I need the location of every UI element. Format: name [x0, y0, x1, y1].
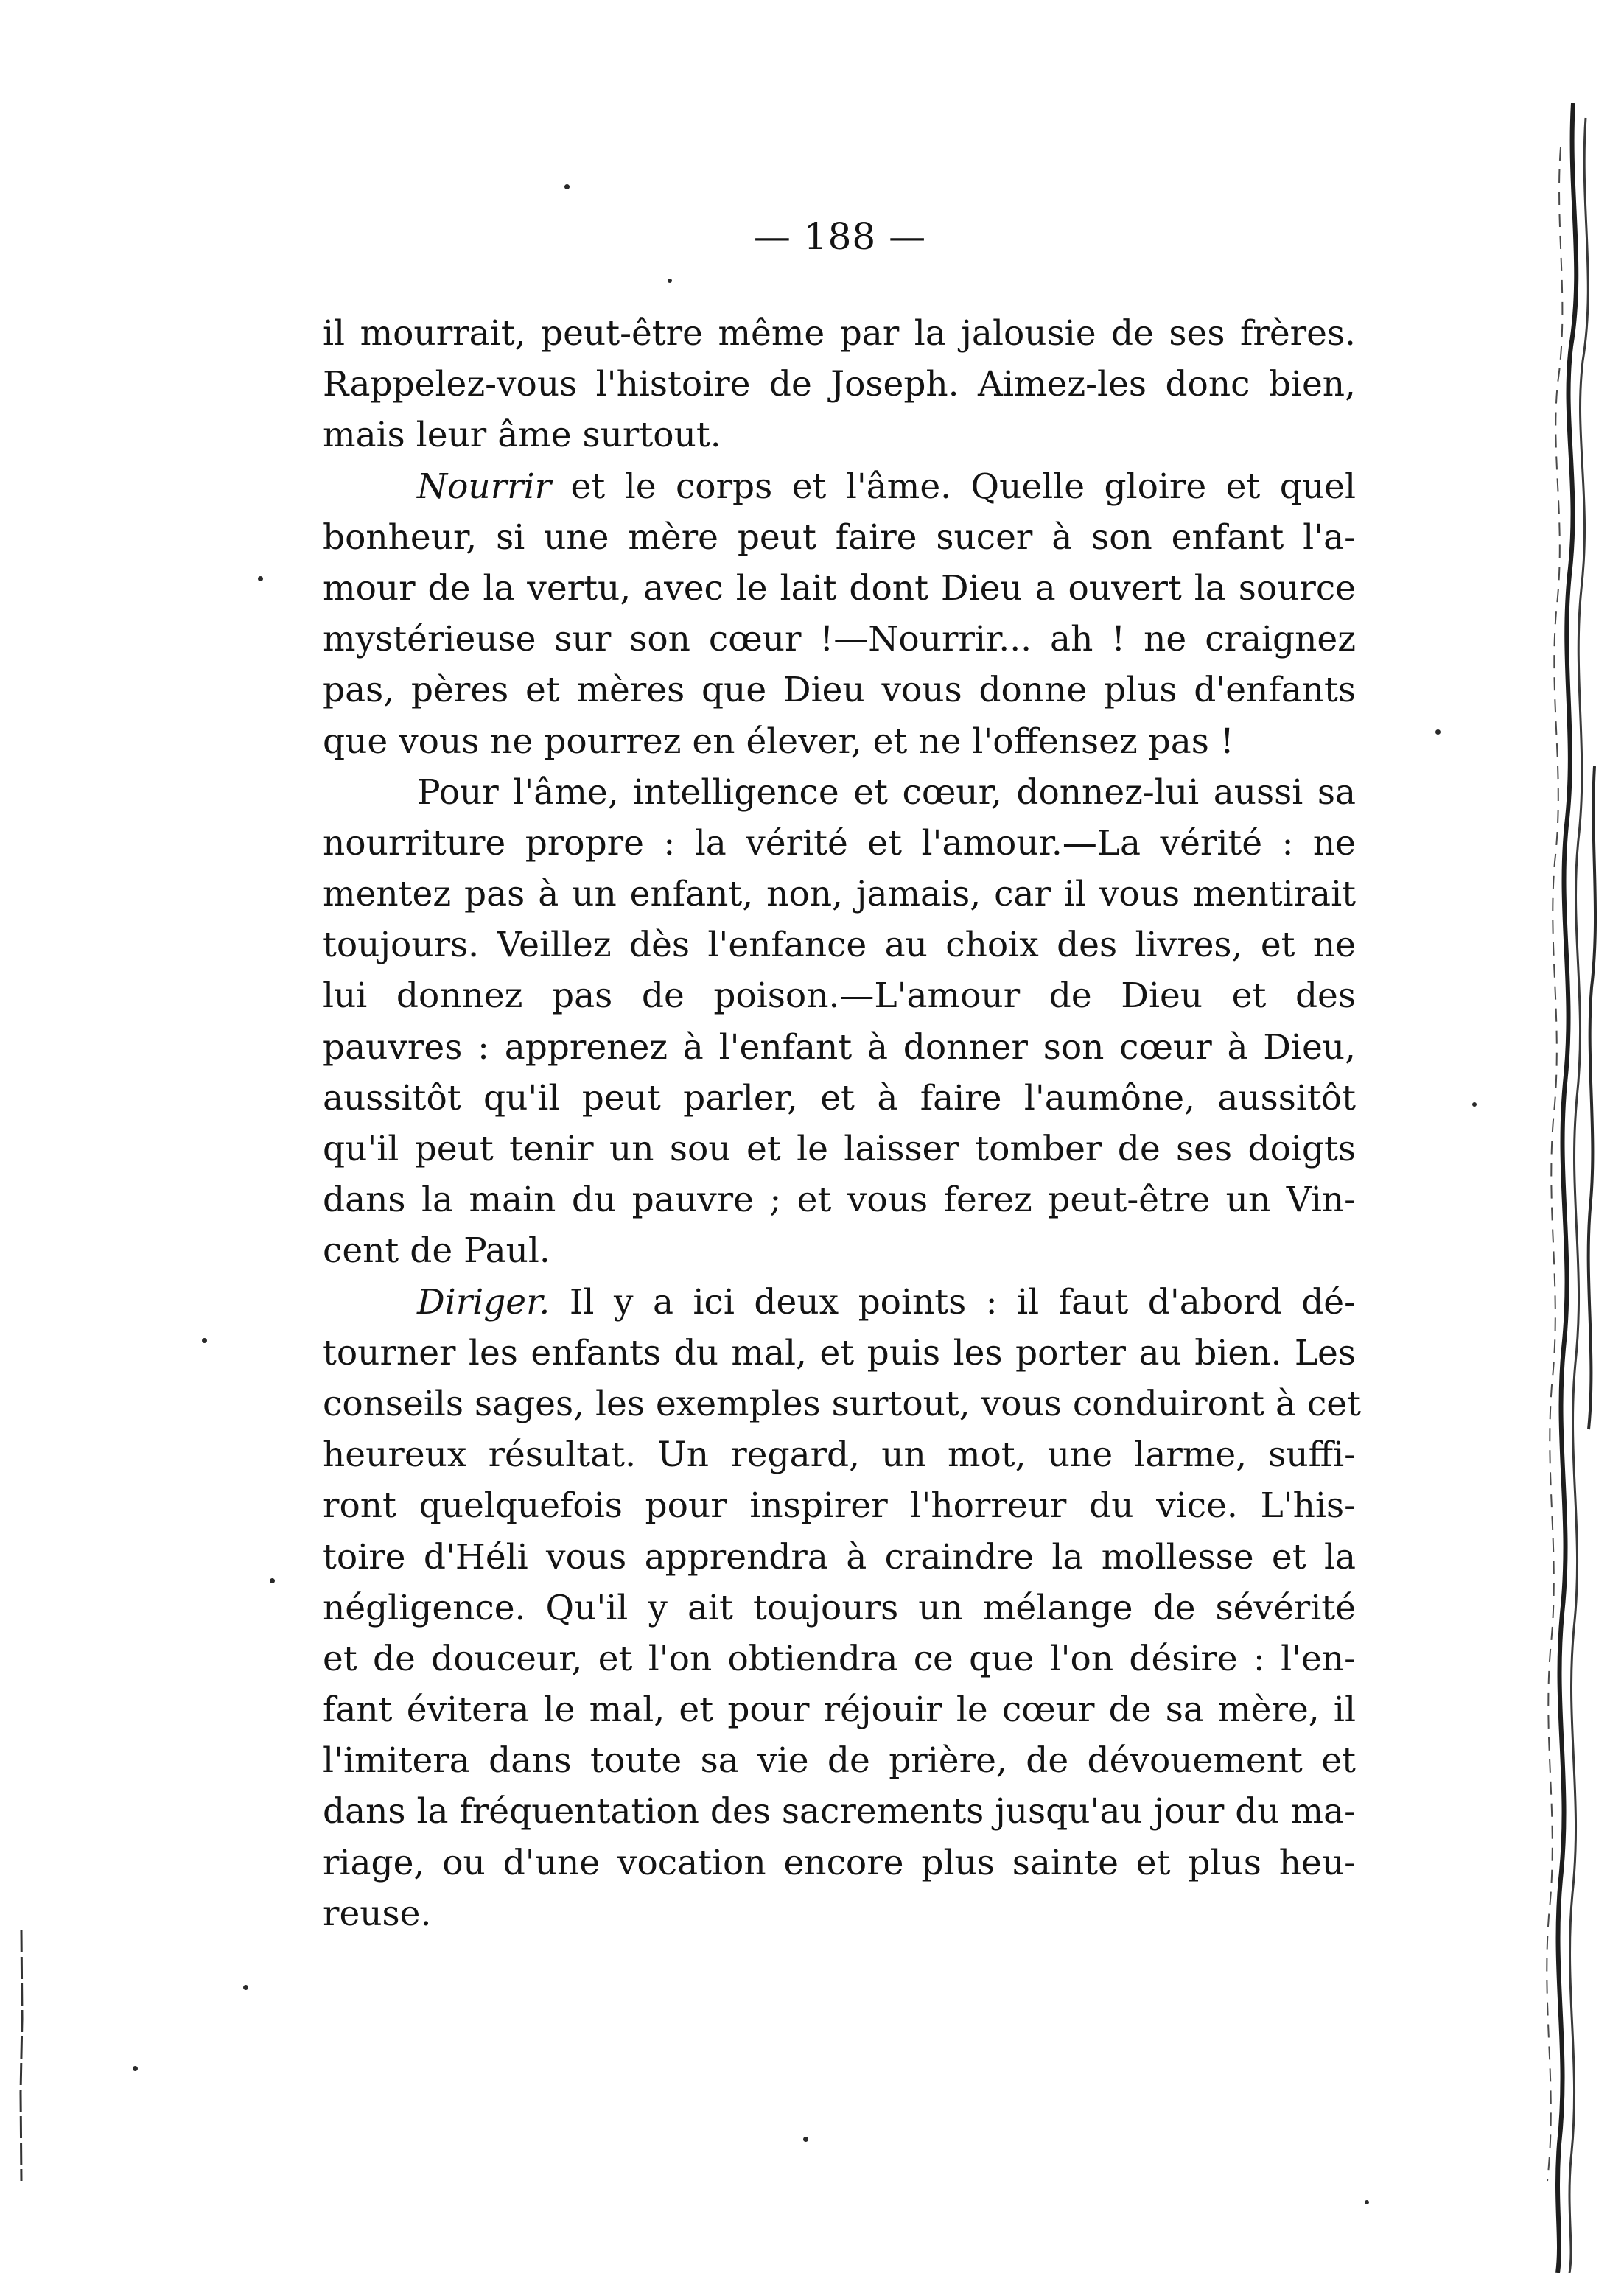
- scan-margin-rule: [18, 1930, 25, 2181]
- text-line: tourner les enfants du mal, et puis les porter au bien. Les: [323, 1332, 1356, 1373]
- body-text: [323, 308, 1361, 1939]
- text-line: toujours. Veillez dès l'enfance au choix des livres, et ne: [323, 925, 1356, 966]
- text-line: nourriture propre : la vérité et l'amour.—La vérité : ne: [323, 822, 1356, 864]
- text-line: mentez pas à un enfant, non, jamais, car il vous mentirait: [323, 874, 1356, 915]
- section-keyword: Nourrir: [417, 466, 552, 507]
- text-line: Pour l'âme, intelligence et cœur, donnez-lui aussi sa: [417, 771, 1356, 813]
- text-line: mais leur âme surtout.: [323, 415, 721, 456]
- scan-speck: [1435, 729, 1441, 735]
- text-line: toire d'Héli vous apprendra à craindre la mollesse et la: [323, 1536, 1356, 1577]
- text-line: l'imitera dans toute sa vie de prière, de dévouement et: [323, 1740, 1356, 1782]
- scan-speck: [668, 279, 672, 283]
- text-line: et de douceur, et l'on obtiendra ce que l'on désire : l'en-: [323, 1638, 1356, 1679]
- text-line: aussitôt qu'il peut parler, et à faire l'aumône, aussitôt: [323, 1077, 1356, 1118]
- scan-speck: [803, 2137, 808, 2142]
- text-line: lui donnez pas de poison.—L'amour de Dieu et des: [323, 976, 1356, 1017]
- text-line: qu'il peut tenir un sou et le laisser tomber de ses doigts: [323, 1129, 1356, 1169]
- text-line: que vous ne pourrez en élever, et ne l'offensez pas !: [323, 721, 1234, 762]
- text-line: dans la fréquentation des sacrements jusqu'au jour du ma-: [323, 1791, 1356, 1832]
- text-line: [323, 461, 1356, 512]
- text-line: ront quelquefois pour inspirer l'horreur du vice. L'his-: [323, 1485, 1356, 1527]
- text-line: [323, 1277, 1356, 1328]
- text-line: reuse.: [323, 1893, 432, 1934]
- scan-speck: [1472, 1102, 1477, 1107]
- text-line: fant évitera le mal, et pour réjouir le cœur de sa mère, il: [323, 1689, 1356, 1731]
- text-line: conseils sages, les exemples surtout, vous conduiront à cet: [323, 1383, 1361, 1424]
- scan-speck: [564, 184, 570, 189]
- scan-speck: [243, 1985, 248, 1990]
- text-line: bonheur, si une mère peut faire sucer à son enfant l'a-: [323, 516, 1356, 558]
- scan-edge-shadow: [1503, 103, 1614, 2273]
- text-run: et le corps et l'âme. Quelle gloire et quel: [551, 466, 1356, 507]
- text-line: dans la main du pauvre ; et vous ferez peut-être un Vin-: [323, 1180, 1356, 1221]
- text-run: Il y a ici deux points : il faut d'abord dé-: [550, 1281, 1356, 1323]
- scan-speck: [202, 1338, 207, 1343]
- text-line: négligence. Qu'il y ait toujours un mélange de sévérité: [323, 1587, 1356, 1628]
- text-line: riage, ou d'une vocation encore plus sainte et plus heu-: [323, 1842, 1356, 1883]
- text-line: il mourrait, peut-être même par la jalousie de ses frères.: [323, 313, 1356, 354]
- text-line: mour de la vertu, avec le lait dont Dieu a ouvert la source: [323, 567, 1356, 609]
- scan-speck: [133, 2066, 138, 2071]
- text-line: pauvres : apprenez à l'enfant à donner son cœur à Dieu,: [323, 1026, 1356, 1068]
- text-line: mystérieuse sur son cœur !—Nourrir... ah ! ne craignez: [323, 619, 1356, 660]
- text-line: cent de Paul.: [323, 1230, 550, 1272]
- scan-speck: [258, 576, 263, 581]
- text-line: pas, pères et mères que Dieu vous donne plus d'enfants: [323, 670, 1356, 711]
- text-line: Rappelez-vous l'histoire de Joseph. Aimez-les donc bien,: [323, 364, 1356, 405]
- section-keyword: Diriger.: [417, 1281, 550, 1323]
- page-number: — 188 —: [753, 215, 927, 258]
- scan-speck: [270, 1578, 275, 1583]
- text-line: heureux résultat. Un regard, un mot, une larme, suffi-: [323, 1435, 1356, 1476]
- scan-speck: [1365, 2200, 1369, 2204]
